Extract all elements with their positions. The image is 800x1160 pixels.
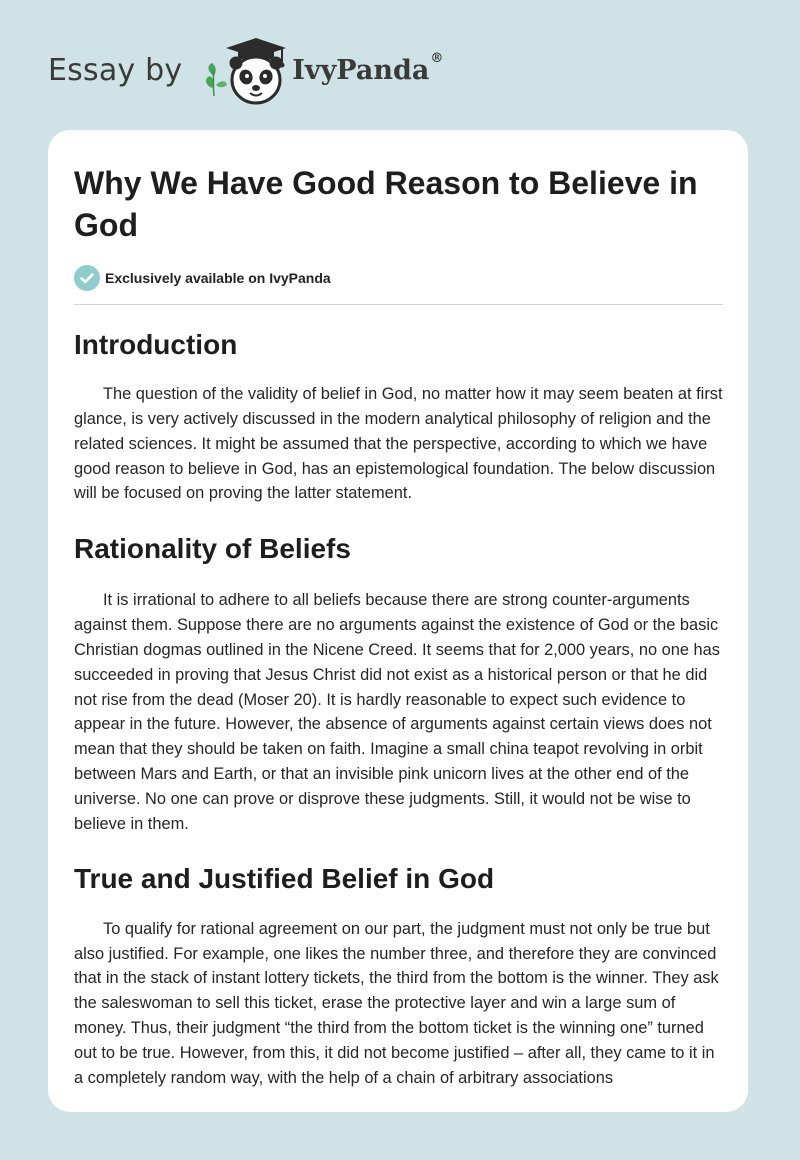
- essay-card: [48, 130, 748, 1112]
- section-introduction: [74, 328, 723, 506]
- section-paragraph: To qualify for rational agreement on our part, the judgment must not only be true but also justified. For example, one likes the number three, and therefore they are convinced that in the stack of instant lottery tickets, the third from the bottom is the winner. They ask the saleswoman to sell this ticket, erase the protective layer and win a large sum of money. Thus, their judgment “the third from the bottom ticket is the winning one” turned out to be true. However, from this, it did not become justified – after all, they came to it in a completely random way, with the help of a chain of arbitrary associations: [74, 919, 719, 1087]
- leaf-icon: [206, 63, 227, 96]
- check-circle-icon: [74, 265, 100, 291]
- section-paragraph: The question of the validity of belief in God, no matter how it may seem beaten at first glance, is very actively discussed in the modern analytical philosophy of religion and the related sciences. It might be assumed that the perspective, according to which we have good reason to believe in God, has an epistemological foundation. The below discussion will be focused on proving the latter statement.: [74, 385, 723, 503]
- section-paragraph: It is irrational to adhere to all beliefs because there are strong counter-arguments against them. Suppose there are no arguments against the existence of God or the basic Christian dogmas outlined in the Nicene Creed. It seems that for 2,000 years, no one has succeeded in proving that Jesus Christ did not exist as a historical person or that he did not rise from the dead (Moser 20). It is hardly reasonable to expect such evidence to appear in the future. However, the absence of arguments against certain views does not mean that they should be taken on faith. Imagine a small china teapot revolving in orbit between Mars and Earth, or that an invisible pink unicorn lives at the other end of the universe. No one can prove or disprove these judgments. Still, it would not be wise to believe in them.: [74, 591, 720, 833]
- brand-prefix: Essay by: [48, 52, 183, 88]
- essay-content: [74, 162, 723, 1091]
- section-rationality-of-beliefs: [74, 532, 723, 836]
- page-title: Why We Have Good Reason to Believe in God: [74, 165, 698, 243]
- section-heading: Introduction: [74, 329, 238, 360]
- section-heading: True and Justified Belief in God: [74, 862, 495, 894]
- badge-text: Exclusively available on IvyPanda: [105, 270, 331, 286]
- divider: [74, 304, 723, 305]
- section-heading: Rationality of Beliefs: [74, 533, 351, 565]
- graduation-panda-logo-icon: [200, 36, 290, 108]
- brand-name: IvyPanda®: [292, 50, 444, 86]
- section-true-and-justified-belief: [74, 862, 723, 1091]
- registered-mark: ®: [430, 50, 444, 66]
- exclusive-badge: [74, 265, 723, 291]
- brand-header: [48, 36, 443, 108]
